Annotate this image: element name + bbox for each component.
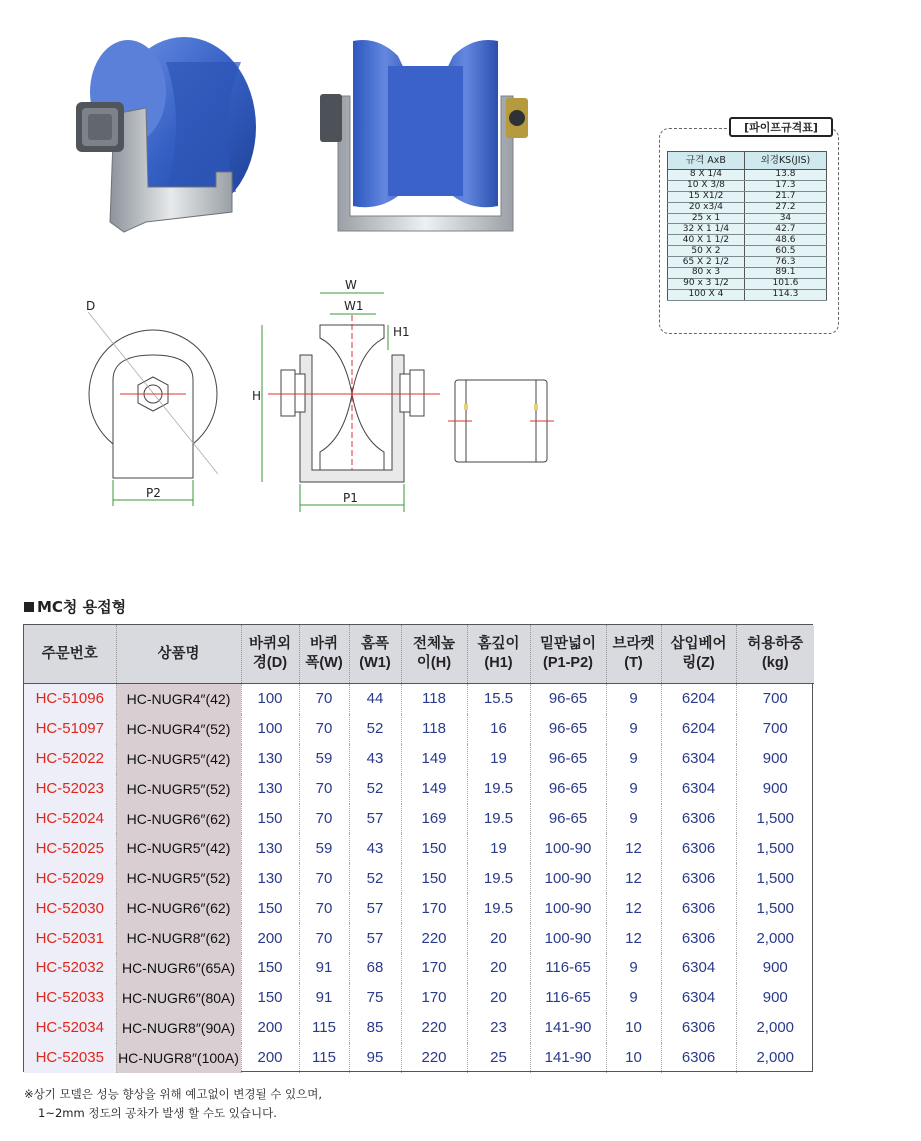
- spec-value-cell: 9: [606, 953, 661, 983]
- pipe-od-cell: 17.3: [744, 180, 826, 191]
- order-code-cell: HC-52024: [24, 804, 116, 834]
- spec-value-cell: 2,000: [756, 1049, 795, 1067]
- spec-value-cell: 95: [349, 1043, 401, 1073]
- spec-value-cell: 10: [606, 1013, 661, 1043]
- spec-value-cell: 16: [467, 714, 530, 744]
- spec-header-line: 상품명: [157, 645, 200, 662]
- pipe-spec-title: [파이프규격표]: [729, 117, 833, 137]
- spec-header-line: 브라켓: [612, 636, 655, 652]
- order-code-cell: HC-52022: [24, 744, 116, 774]
- spec-header-cell: [736, 625, 814, 684]
- spec-value-cell: 150: [241, 953, 299, 983]
- spec-value-cell: 118: [401, 684, 467, 714]
- spec-value-cell: 130: [241, 833, 299, 863]
- spec-value-cell: 169: [401, 804, 467, 834]
- spec-value-cell: 70: [299, 863, 349, 893]
- spec-value-cell: 6204: [661, 714, 736, 744]
- table-row: [24, 1043, 814, 1073]
- spec-value-cell: 149: [401, 774, 467, 804]
- spec-value-cell: 12: [606, 833, 661, 863]
- spec-value-cell: 19.5: [467, 804, 530, 834]
- spec-value-cell: 96-65: [530, 804, 606, 834]
- spec-value-cell: 6304: [661, 953, 736, 983]
- order-code-cell: HC-52030: [24, 893, 116, 923]
- spec-value-cell: 6306: [661, 833, 736, 863]
- pipe-size-cell: 40 X 1 1/2: [668, 235, 745, 246]
- table-row: [24, 863, 814, 893]
- table-row: [24, 983, 814, 1013]
- spec-header-line: 전체높: [412, 636, 456, 652]
- spec-value-cell: 91: [299, 983, 349, 1013]
- spec-value-cell: 12: [606, 893, 661, 923]
- pipe-size-cell: 80 x 3: [668, 268, 745, 279]
- spec-value-cell: 6306: [661, 923, 736, 953]
- spec-value-cell: 57: [349, 893, 401, 923]
- pipe-spec-body: [668, 170, 827, 301]
- spec-value-cell: 700: [762, 720, 788, 738]
- spec-value-cell: 149: [401, 744, 467, 774]
- spec-value-cell: 170: [401, 983, 467, 1013]
- product-name-cell: HC-NUGR8″(90A): [116, 1013, 241, 1043]
- spec-value-cell: 150: [401, 833, 467, 863]
- spec-header-line: 홈깊이: [477, 636, 520, 652]
- pipe-spec-row: [668, 278, 827, 289]
- spec-value-cell: 130: [241, 774, 299, 804]
- order-code-cell: HC-52033: [24, 983, 116, 1013]
- spec-value-cell: 19: [467, 833, 530, 863]
- spec-header-line: 링(Z): [682, 655, 715, 671]
- spec-value-cell: 9: [606, 804, 661, 834]
- spec-value-cell: 96-65: [530, 774, 606, 804]
- spec-value-cell: 100: [241, 714, 299, 744]
- spec-header-line: 바퀴: [309, 636, 338, 652]
- product-name-cell: HC-NUGR5″(52): [116, 863, 241, 893]
- order-code-cell: HC-52035: [24, 1043, 116, 1073]
- dim-label-d: D: [86, 299, 96, 313]
- pipe-spec-row: [668, 257, 827, 268]
- spec-value-cell: 9: [606, 983, 661, 1013]
- spec-value-cell: 6306: [661, 1043, 736, 1073]
- note-line-2: 1~2mm 정도의 공차가 발생 할 수도 있습니다.: [38, 1106, 277, 1120]
- spec-value-cell: 6306: [661, 893, 736, 923]
- spec-header-line: (H1): [484, 655, 513, 671]
- product-photo-side: [318, 36, 533, 236]
- spec-value-cell: 59: [299, 833, 349, 863]
- product-name-cell: HC-NUGR6″(65A): [116, 953, 241, 983]
- spec-table-body: [24, 684, 814, 1073]
- spec-value-cell: 43: [349, 744, 401, 774]
- pipe-spec-header: 외경KS(JIS): [744, 152, 826, 170]
- spec-value-cell: 9: [606, 684, 661, 714]
- pipe-spec-row: [668, 170, 827, 181]
- spec-value-cell: 115: [299, 1043, 349, 1073]
- product-name-cell: HC-NUGR8″(100A): [116, 1043, 241, 1073]
- spec-header-line: 폭(W): [305, 655, 343, 671]
- table-row: [24, 774, 814, 804]
- spec-header-line: 이(H): [416, 655, 452, 671]
- spec-header-cell: [606, 625, 661, 684]
- spec-value-cell: 220: [401, 1043, 467, 1073]
- pipe-size-cell: 10 X 3/8: [668, 180, 745, 191]
- spec-header-line: 허용하중: [747, 636, 804, 652]
- spec-header-line: 주문번호: [41, 645, 98, 662]
- spec-value-cell: 200: [241, 1043, 299, 1073]
- pipe-spec-row: [668, 180, 827, 191]
- pipe-spec-row: [668, 213, 827, 224]
- pipe-od-cell: 101.6: [744, 278, 826, 289]
- spec-value-cell: 6204: [661, 684, 736, 714]
- spec-value-cell: 150: [401, 863, 467, 893]
- order-code-cell: HC-52029: [24, 863, 116, 893]
- spec-header-cell: [116, 625, 241, 684]
- spec-value-cell: 15.5: [467, 684, 530, 714]
- spec-header-line: (W1): [359, 655, 391, 671]
- spec-value-cell: 70: [299, 684, 349, 714]
- spec-value-cell: 52: [349, 714, 401, 744]
- spec-header-line: (T): [624, 655, 643, 671]
- spec-header-line: 바퀴외: [248, 636, 292, 652]
- pipe-spec-row: [668, 191, 827, 202]
- pipe-od-cell: 27.2: [744, 202, 826, 213]
- spec-header-cell: [467, 625, 530, 684]
- spec-value-cell: 200: [241, 1013, 299, 1043]
- spec-value-cell: 75: [349, 983, 401, 1013]
- spec-value-cell: 700: [762, 690, 788, 708]
- spec-value-cell: 70: [299, 923, 349, 953]
- pipe-size-cell: 50 X 2: [668, 246, 745, 257]
- table-row: [24, 953, 814, 983]
- table-row: [24, 1013, 814, 1043]
- spec-value-cell: 2,000: [756, 1019, 795, 1037]
- spec-value-cell: 10: [606, 1043, 661, 1073]
- spec-header-cell: [299, 625, 349, 684]
- table-row: [24, 923, 814, 953]
- spec-value-cell: 100-90: [530, 863, 606, 893]
- spec-value-cell: 70: [299, 804, 349, 834]
- pipe-spec-row: [668, 235, 827, 246]
- spec-value-cell: 900: [762, 959, 788, 977]
- dim-label-w: W: [345, 278, 357, 292]
- spec-value-cell: 141-90: [530, 1043, 606, 1073]
- spec-value-cell: 6306: [661, 863, 736, 893]
- pipe-size-cell: 25 x 1: [668, 213, 745, 224]
- table-row: [24, 833, 814, 863]
- pipe-od-cell: 34: [744, 213, 826, 224]
- drawing-side-view: [88, 312, 218, 506]
- product-photo-front: [66, 22, 266, 247]
- spec-value-cell: 220: [401, 923, 467, 953]
- spec-value-cell: 116-65: [530, 953, 606, 983]
- pipe-size-cell: 65 X 2 1/2: [668, 257, 745, 268]
- product-name-cell: HC-NUGR6″(80A): [116, 983, 241, 1013]
- pipe-size-cell: 15 X1/2: [668, 191, 745, 202]
- pipe-od-cell: 13.8: [744, 170, 826, 181]
- spec-value-cell: 85: [349, 1013, 401, 1043]
- spec-value-cell: 96-65: [530, 744, 606, 774]
- spec-value-cell: 12: [606, 923, 661, 953]
- order-code-cell: HC-52031: [24, 923, 116, 953]
- dim-label-h: H: [252, 389, 262, 403]
- table-row: [24, 744, 814, 774]
- spec-value-cell: 52: [349, 774, 401, 804]
- table-row: [24, 804, 814, 834]
- spec-value-cell: 20: [467, 953, 530, 983]
- section-title-text: MC청 용접형: [37, 598, 127, 616]
- spec-value-cell: 6304: [661, 774, 736, 804]
- spec-value-cell: 9: [606, 744, 661, 774]
- pipe-od-cell: 114.3: [744, 289, 826, 300]
- technical-drawings: [0, 270, 600, 530]
- spec-value-cell: 115: [299, 1013, 349, 1043]
- drawing-front-section: [262, 293, 440, 512]
- order-code-cell: HC-51096: [24, 684, 116, 714]
- order-code-cell: HC-52032: [24, 953, 116, 983]
- spec-value-cell: 141-90: [530, 1013, 606, 1043]
- pipe-spec-row: [668, 246, 827, 257]
- spec-value-cell: 19.5: [467, 863, 530, 893]
- spec-value-cell: 100-90: [530, 893, 606, 923]
- table-row: [24, 714, 814, 744]
- spec-value-cell: 9: [606, 714, 661, 744]
- spec-value-cell: 116-65: [530, 983, 606, 1013]
- spec-value-cell: 118: [401, 714, 467, 744]
- pipe-od-cell: 42.7: [744, 224, 826, 235]
- order-code-cell: HC-51097: [24, 714, 116, 744]
- spec-value-cell: 19.5: [467, 893, 530, 923]
- order-code-cell: HC-52023: [24, 774, 116, 804]
- spec-value-cell: 100-90: [530, 923, 606, 953]
- spec-value-cell: 68: [349, 953, 401, 983]
- table-row: [24, 684, 814, 714]
- pipe-size-cell: 100 X 4: [668, 289, 745, 300]
- spec-value-cell: 6306: [661, 804, 736, 834]
- spec-value-cell: 900: [762, 989, 788, 1007]
- pipe-od-cell: 76.3: [744, 257, 826, 268]
- spec-header-line: 삽입베어: [670, 636, 727, 652]
- product-name-cell: HC-NUGR4″(42): [116, 684, 241, 714]
- spec-value-cell: 6304: [661, 983, 736, 1013]
- pipe-spec-header-row: [668, 152, 827, 170]
- note-line-1: ※상기 모델은 성능 향상을 위해 예고없이 변경될 수 있으며,: [24, 1087, 323, 1101]
- pipe-size-cell: 90 x 3 1/2: [668, 278, 745, 289]
- pipe-spec-row: [668, 224, 827, 235]
- spec-value-cell: 70: [299, 774, 349, 804]
- dim-label-w1: W1: [344, 299, 364, 313]
- spec-value-cell: 9: [606, 774, 661, 804]
- spec-header-cell: [530, 625, 606, 684]
- spec-value-cell: 57: [349, 923, 401, 953]
- dim-label-h1: H1: [393, 325, 410, 339]
- dim-label-p2: P2: [146, 486, 161, 500]
- pipe-spec-row: [668, 202, 827, 213]
- product-name-cell: HC-NUGR5″(52): [116, 774, 241, 804]
- spec-value-cell: 20: [467, 923, 530, 953]
- spec-value-cell: 70: [299, 714, 349, 744]
- product-name-cell: HC-NUGR5″(42): [116, 744, 241, 774]
- drawing-top-view: [448, 380, 554, 462]
- spec-value-cell: 220: [401, 1013, 467, 1043]
- pipe-size-cell: 20 x3/4: [668, 202, 745, 213]
- spec-value-cell: 19.5: [467, 774, 530, 804]
- spec-value-cell: 1,500: [756, 810, 795, 827]
- spec-header-cell: [24, 625, 116, 684]
- spec-header-line: 경(D): [252, 655, 288, 671]
- spec-value-cell: 25: [467, 1043, 530, 1073]
- spec-value-cell: 6304: [661, 744, 736, 774]
- pipe-spec-table: [667, 151, 827, 301]
- spec-value-cell: 170: [401, 893, 467, 923]
- spec-table: [24, 625, 814, 1073]
- pipe-spec-row: [668, 289, 827, 300]
- spec-header-line: 밑판넓이: [539, 636, 597, 652]
- spec-header-row: [24, 625, 814, 684]
- spec-value-cell: 900: [762, 750, 788, 768]
- spec-header-cell: [661, 625, 736, 684]
- pipe-spec-header: 규격 AxB: [668, 152, 745, 170]
- spec-value-cell: 900: [762, 780, 788, 798]
- spec-header-cell: [349, 625, 401, 684]
- pipe-size-cell: 32 X 1 1/4: [668, 224, 745, 235]
- spec-value-cell: 150: [241, 804, 299, 834]
- pipe-spec-row: [668, 268, 827, 279]
- product-name-cell: HC-NUGR6″(62): [116, 893, 241, 923]
- spec-value-cell: 130: [241, 863, 299, 893]
- pipe-od-cell: 21.7: [744, 191, 826, 202]
- spec-value-cell: 23: [467, 1013, 530, 1043]
- product-name-cell: HC-NUGR4″(52): [116, 714, 241, 744]
- spec-value-cell: 100-90: [530, 833, 606, 863]
- table-row: [24, 893, 814, 923]
- product-name-cell: HC-NUGR8″(62): [116, 923, 241, 953]
- disclaimer-note: [24, 1085, 322, 1123]
- pipe-od-cell: 48.6: [744, 235, 826, 246]
- spec-value-cell: 12: [606, 863, 661, 893]
- spec-header-line: (kg): [761, 655, 789, 671]
- spec-header-line: (P1-P2): [543, 655, 593, 671]
- dim-label-p1: P1: [343, 491, 358, 505]
- section-title: [24, 596, 126, 617]
- spec-table-container: [23, 624, 813, 1072]
- order-code-cell: HC-52034: [24, 1013, 116, 1043]
- spec-value-cell: 1,500: [756, 839, 795, 857]
- spec-value-cell: 52: [349, 863, 401, 893]
- product-name-cell: HC-NUGR6″(62): [116, 804, 241, 834]
- spec-value-cell: 1,500: [756, 869, 795, 887]
- order-code-cell: HC-52025: [24, 833, 116, 863]
- spec-value-cell: 59: [299, 744, 349, 774]
- pipe-od-cell: 89.1: [744, 268, 826, 279]
- spec-value-cell: 200: [241, 923, 299, 953]
- spec-value-cell: 100: [241, 684, 299, 714]
- spec-value-cell: 6306: [661, 1013, 736, 1043]
- spec-value-cell: 170: [401, 953, 467, 983]
- product-name-cell: HC-NUGR5″(42): [116, 833, 241, 863]
- spec-value-cell: 91: [299, 953, 349, 983]
- spec-value-cell: 43: [349, 833, 401, 863]
- spec-value-cell: 150: [241, 983, 299, 1013]
- spec-value-cell: 57: [349, 804, 401, 834]
- spec-value-cell: 19: [467, 744, 530, 774]
- spec-value-cell: 44: [349, 684, 401, 714]
- spec-value-cell: 96-65: [530, 684, 606, 714]
- pipe-size-cell: 8 X 1/4: [668, 170, 745, 181]
- spec-value-cell: 1,500: [756, 899, 795, 917]
- spec-value-cell: 130: [241, 744, 299, 774]
- spec-value-cell: 96-65: [530, 714, 606, 744]
- spec-header-line: 홈폭: [360, 636, 389, 652]
- bullet-square-icon: [24, 602, 34, 612]
- spec-value-cell: 2,000: [756, 929, 795, 947]
- pipe-od-cell: 60.5: [744, 246, 826, 257]
- spec-value-cell: 150: [241, 893, 299, 923]
- spec-value-cell: 20: [467, 983, 530, 1013]
- spec-value-cell: 70: [299, 893, 349, 923]
- spec-header-cell: [401, 625, 467, 684]
- spec-header-cell: [241, 625, 299, 684]
